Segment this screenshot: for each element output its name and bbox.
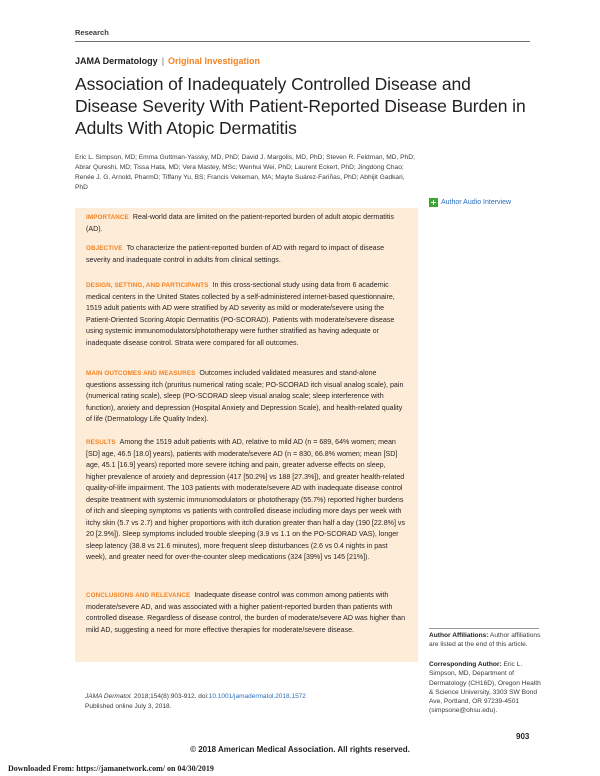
- author-list: Eric L. Simpson, MD; Emma Guttman-Yassky, MD, PhD; David J. Margolis, MD, PhD; Steven R. Feldman, MD, PhD; Abrar Qureshi, MD; Tissa Hata, MD; Vera Mastey, MSc; Wenhui Wei, PhD; Laurent Eckert, PhD; Jingdong Chao; Renée J. G. Arnold, PharmD; Tiffany Yu, BS; Francis Vekeman, MA; Mayte Suárez-Fariñas, PhD; Abhijit Gadkari, PhD: [75, 154, 415, 191]
- journal-separator: |: [161, 56, 165, 66]
- section-label: Research: [75, 28, 109, 37]
- abstract-objective: [86, 243, 406, 266]
- importance-heading: IMPORTANCE: [86, 214, 129, 221]
- journal-line: [75, 56, 260, 66]
- email-link[interactable]: simpsone@ohsu.edu: [431, 707, 494, 715]
- abstract-importance: [86, 212, 406, 235]
- abstract-outcomes: [86, 368, 406, 426]
- citation: [85, 692, 405, 711]
- plus-icon: +: [430, 198, 437, 207]
- journal-name: JAMA Dermatology: [75, 56, 158, 66]
- design-heading: DESIGN, SETTING, AND PARTICIPANTS: [86, 282, 209, 289]
- header-rule: [75, 41, 530, 42]
- importance-text: Real-world data are limited on the patient-reported burden of adult atopic dermatitis (AD).: [86, 213, 394, 233]
- citation-ref: 2018;154(8):903-912. doi:: [132, 693, 209, 700]
- abstract-conclusions: [86, 590, 406, 636]
- doi-link[interactable]: 10.1001/jamadermatol.2018.1572: [208, 693, 306, 700]
- corresponding-label: Corresponding Author:: [429, 661, 502, 668]
- published-date: Published online July 3, 2018.: [85, 702, 172, 710]
- page-number: 903: [516, 732, 530, 741]
- author-audio-label: Author Audio Interview: [441, 199, 512, 206]
- abstract-design: [86, 280, 406, 349]
- conclusions-heading: CONCLUSIONS AND RELEVANCE: [86, 592, 191, 599]
- affiliations-label: Author Affiliations:: [429, 632, 489, 639]
- copyright: © 2018 American Medical Association. All rights reserved.: [190, 745, 410, 754]
- objective-text: To characterize the patient-reported burden of AD with regard to impact of disease severity and inadequate control in adults from clinical settings.: [86, 244, 385, 264]
- corresponding-text: Eric L. Simpson, MD, Department of Dermatology (CH16D), Oregon Health & Science University, 3303 SW Bond Ave, Portland, OR 97239-4501 (: [429, 661, 541, 715]
- conclusions-text: Inadequate disease control was common among patients with moderate/severe AD, and was associated with a higher patient-reported burden than patients with controlled disease. Regardless of disease control, the burden of moderate/severe AD was higher than mild AD, suggesting a need for more effective therapies for moderate/severe disease.: [86, 591, 406, 634]
- outcomes-text: Outcomes included validated measures and stand-alone questions assessing itch (pruritus numerical rating scale; PO-SCORAD itch visual analog scale), pain (numerical rating scale), sleep (PO-SCORAD sleep visual analog scale; sleep interference with function), anxiety and depression (Hospital Anxiety and Depression Scale), and health-related quality of life (Dermatology Life Quality Index).: [86, 369, 404, 423]
- author-affiliations: [429, 631, 541, 650]
- design-text: In this cross-sectional study using data from 6 academic medical centers in the United States collected by a self-administered internet-based questionnaire, 1519 adult patients with AD were stratified by AD severity as mild or moderate/severe using the Patient-Oriented Scoring Atopic Dermatitis (PO-SCORAD). Patients with moderate/severe disease using systemic immunomodulators/phototherapy were further stratified as having adequate or inadequate disease control. Strata were compared for all outcomes.: [86, 281, 395, 347]
- download-notice: Downloaded From: https://jamanetwork.com/ on 04/30/2019: [8, 764, 214, 773]
- author-audio-link[interactable]: [429, 198, 511, 207]
- corresponding-author: [429, 660, 541, 716]
- results-heading: RESULTS: [86, 439, 116, 446]
- corresponding-close: ).: [493, 707, 498, 715]
- sidebar-rule: [429, 628, 539, 629]
- article-type: Original Investigation: [168, 56, 261, 66]
- abstract-results: [86, 437, 406, 564]
- objective-heading: OBJECTIVE: [86, 245, 123, 252]
- citation-journal: JAMA Dermatol.: [85, 693, 133, 700]
- abstract-box: [75, 208, 418, 662]
- affiliations-text: Author affiliations are listed at the end of this article.: [429, 632, 541, 649]
- results-text: Among the 1519 adult patients with AD, relative to mild AD (n = 689, 64% women; mean [SD] age, 46.5 [18.0] years), patients with moderate/severe AD (n = 830, 66.8% women; mean [SD] age, 45.1 [16.9] years) reported more severe itching and pain, greater adverse effects on sleep, higher prevalence of anxiety and depression (417 [50.2%] vs 188 [27.3%]), and greater health-related quality-of-life impairment. The 103 patients with moderate/severe AD with inadequate disease control despite treatment with systemic immunomodulators or phototherapy (55.7%) reported higher burdens of itch and sleeping symptoms vs patients with controlled disease including more days per week with itchy skin (5.7 vs 2.7) and higher proportions with itch duration greater than half a day (190 [22.8%] vs 20 [2.9%]). Sleep symptoms included trouble sleeping (3.9 vs 1.1 on the PO-SCORAD VAS), longer sleep latency (38.8 vs 21.6 minutes), more frequent sleep disturbances (2.6 vs 0.4 nights in past week), and greater need for over-the-counter sleep medications (324 [39%] vs 145 [21%]).: [86, 438, 406, 561]
- outcomes-heading: MAIN OUTCOMES AND MEASURES: [86, 370, 196, 377]
- article-title: Association of Inadequately Controlled Disease and Disease Severity With Patient-Reported Disease Burden in Adults With Atopic Dermatitis: [75, 74, 526, 138]
